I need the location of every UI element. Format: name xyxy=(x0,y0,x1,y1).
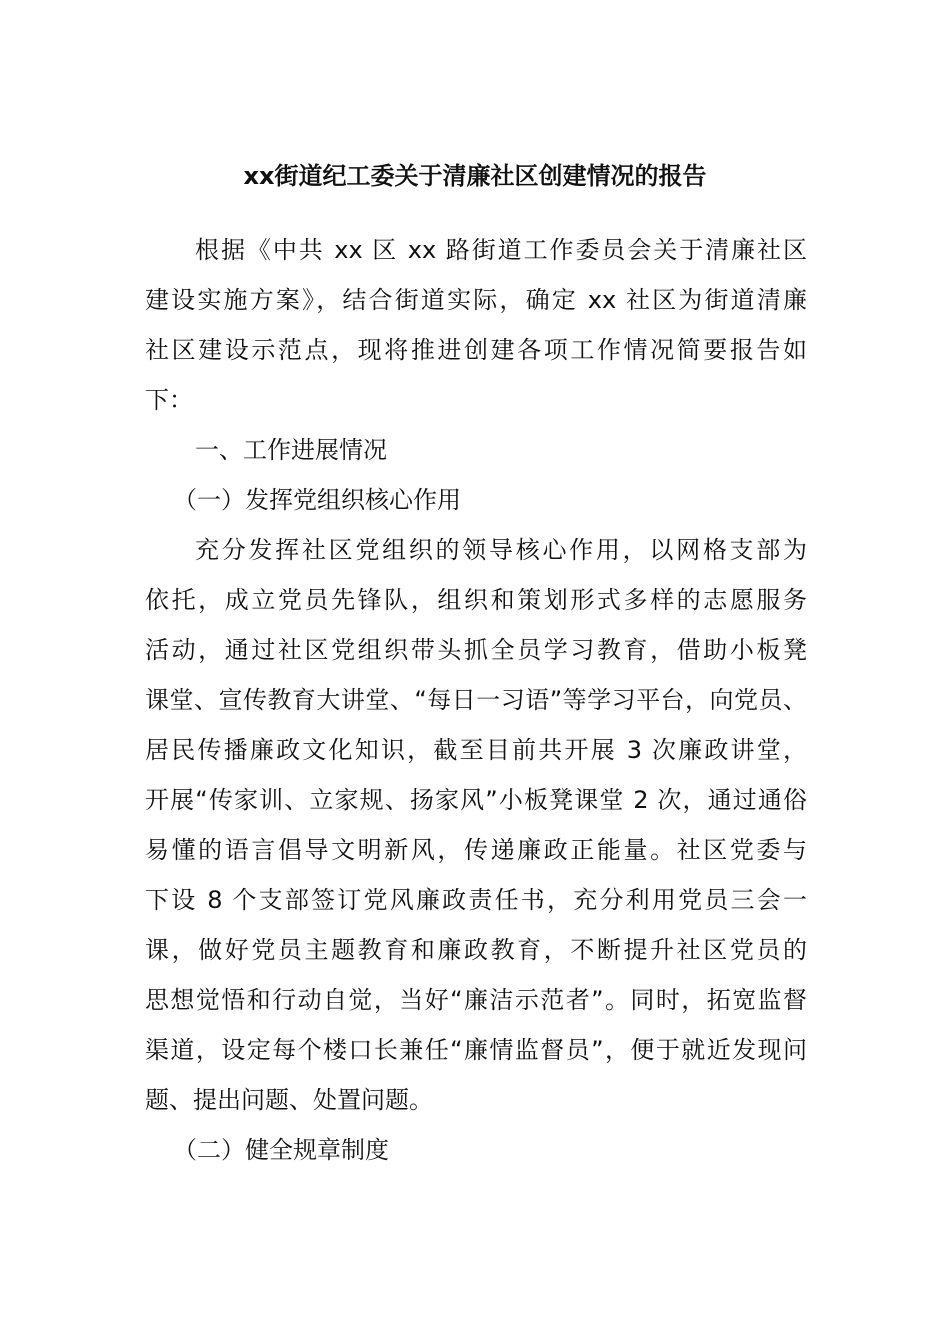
paragraph-line: 开展“传家训、立家规、扬家风”小板凳课堂 2 次，通过通俗 xyxy=(145,786,807,814)
paragraph-line: 根据《中共 xx 区 xx 路街道工作委员会关于清廉社区 xyxy=(195,236,807,264)
paragraph-line: 活动，通过社区党组织带头抓全员学习教育，借助小板凳 xyxy=(145,636,807,664)
paragraph-line: 充分发挥社区党组织的领导核心作用，以网格支部为 xyxy=(195,536,807,564)
paragraph-line: 思想觉悟和行动自觉，当好“廉洁示范者”。同时，拓宽监督 xyxy=(145,986,807,1014)
paragraph-line: 易懂的语言倡导文明新风，传递廉政正能量。社区党委与 xyxy=(145,836,807,864)
paragraph-line: 题、提出问题、处置问题。 xyxy=(145,1086,433,1114)
paragraph-line: 社区建设示范点，现将推进创建各项工作情况简要报告如 xyxy=(145,336,807,364)
paragraph-line: 依托，成立党员先锋队，组织和策划形式多样的志愿服务 xyxy=(145,586,807,614)
document-title: xx街道纪工委关于清廉社区创建情况的报告 xyxy=(243,162,707,190)
paragraph-line: 下： xyxy=(145,386,193,414)
document-body xyxy=(145,225,807,1175)
subsection-heading: （一）发挥党组织核心作用 xyxy=(173,486,461,514)
section-heading: 一、工作进展情况 xyxy=(195,436,387,464)
paragraph-line: 渠道，设定每个楼口长兼任“廉情监督员”，便于就近发现问 xyxy=(145,1036,807,1064)
paragraph-line: 建设实施方案》，结合街道实际，确定 xx 社区为街道清廉 xyxy=(145,286,807,314)
paragraph-line: 课，做好党员主题教育和廉政教育，不断提升社区党员的 xyxy=(145,936,807,964)
paragraph-line: 居民传播廉政文化知识，截至目前共开展 3 次廉政讲堂， xyxy=(145,736,807,764)
paragraph-line: 课堂、宣传教育大讲堂、“每日一习语”等学习平台，向党员、 xyxy=(145,686,807,714)
subsection-heading: （二）健全规章制度 xyxy=(173,1136,389,1164)
paragraph-line: 下设 8 个支部签订党风廉政责任书，充分利用党员三会一 xyxy=(145,886,807,914)
